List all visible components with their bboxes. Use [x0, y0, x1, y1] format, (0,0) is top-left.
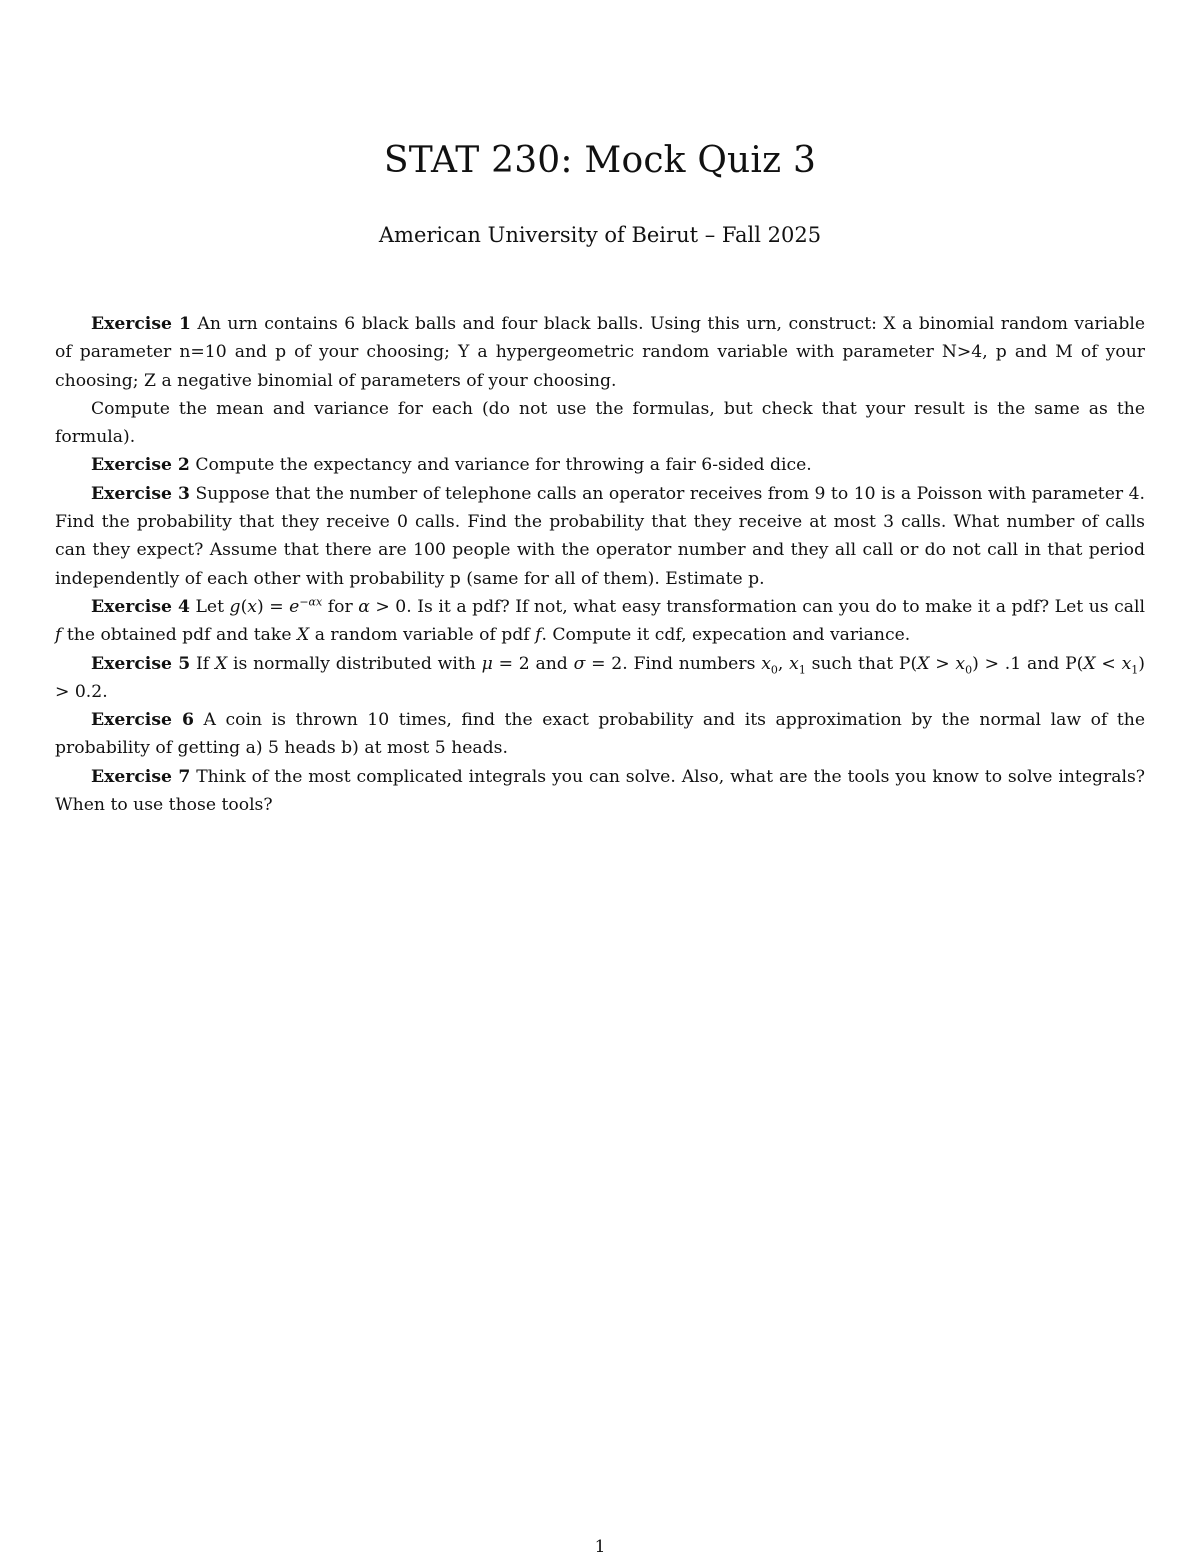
exercise-2-label: Exercise 2 [91, 455, 190, 476]
exercise-6-label: Exercise 6 [91, 710, 194, 731]
exercise-1-label: Exercise 1 [91, 314, 191, 334]
exercise-1-followup-text: Compute the mean and variance for each (do not use the formulas, but check that your result is the same as the formula). [55, 398, 1145, 448]
exercise-6-text: A coin is thrown 10 times, find the exact probability and its approximation by the normal law of the probability of getting a) 5 heads b) at most 5 heads. [55, 710, 1145, 759]
exercise-6 [55, 706, 1145, 763]
exercise-7-text: Think of the most complicated integrals you can solve. Also, what are the tools you know to solve integrals? When to use those tools? [55, 766, 1146, 816]
exercise-4-label: Exercise 4 [91, 596, 190, 617]
exercise-2 [55, 451, 1145, 479]
exercise-1 [55, 310, 1145, 395]
exercise-4-text: Let $g(x) = e^{-\alpha x}$ for α > 0. Is it a pdf? If not, what easy transformation can you do to make it a pdf? Let us call f the obtained pdf and take X a random variable of pdf f. Compute it cdf, expecation and variance. [55, 595, 1145, 646]
exercise-7 [55, 763, 1145, 820]
exercise-3 [55, 480, 1145, 593]
page-subtitle: American University of Beirut – Fall 2025 [378, 223, 822, 247]
exercise-7-label: Exercise 7 [91, 766, 191, 787]
exercise-2-text: Compute the expectancy and variance for throwing a fair 6-sided dice. [195, 455, 812, 476]
exercise-list [55, 310, 1145, 819]
page-title: STAT 230: Mock Quiz 3 [383, 140, 817, 181]
exercise-5-text: If X is normally distributed with μ = 2 and σ = 2. Find numbers $x_0$, $x_1$ such that $P(X > x_0) > .1$ and $P(X < x_1) > 0.2$. [55, 653, 1146, 702]
exercise-5 [55, 650, 1145, 707]
exercise-5-label: Exercise 5 [91, 653, 191, 674]
exercise-1-text: An urn contains 6 black balls and four black balls. Using this urn, construct: X a binomial random variable of parameter n=10 and p of your choosing; Y a hypergeometric random variable with parameter N>4, p and M of your choosing; Z a negative binomial of parameters of your choosing. [55, 314, 1146, 391]
exercise-3-label: Exercise 3 [91, 483, 190, 504]
exercise-4 [55, 593, 1145, 650]
page-number: 1 [594, 1537, 606, 1557]
exercise-1-followup [55, 395, 1145, 452]
exercise-3-text: Suppose that the number of telephone calls an operator receives from 9 to 10 is a Poisson with parameter 4. Find the probability that they receive 0 calls. Find the probability that they receive at most 3 calls. What number of calls can they expect? Assume that there are 100 people with the operator number and they all call or do not call in that period independently of each other with probability p (same for all of them). Estimate p. [55, 483, 1145, 589]
